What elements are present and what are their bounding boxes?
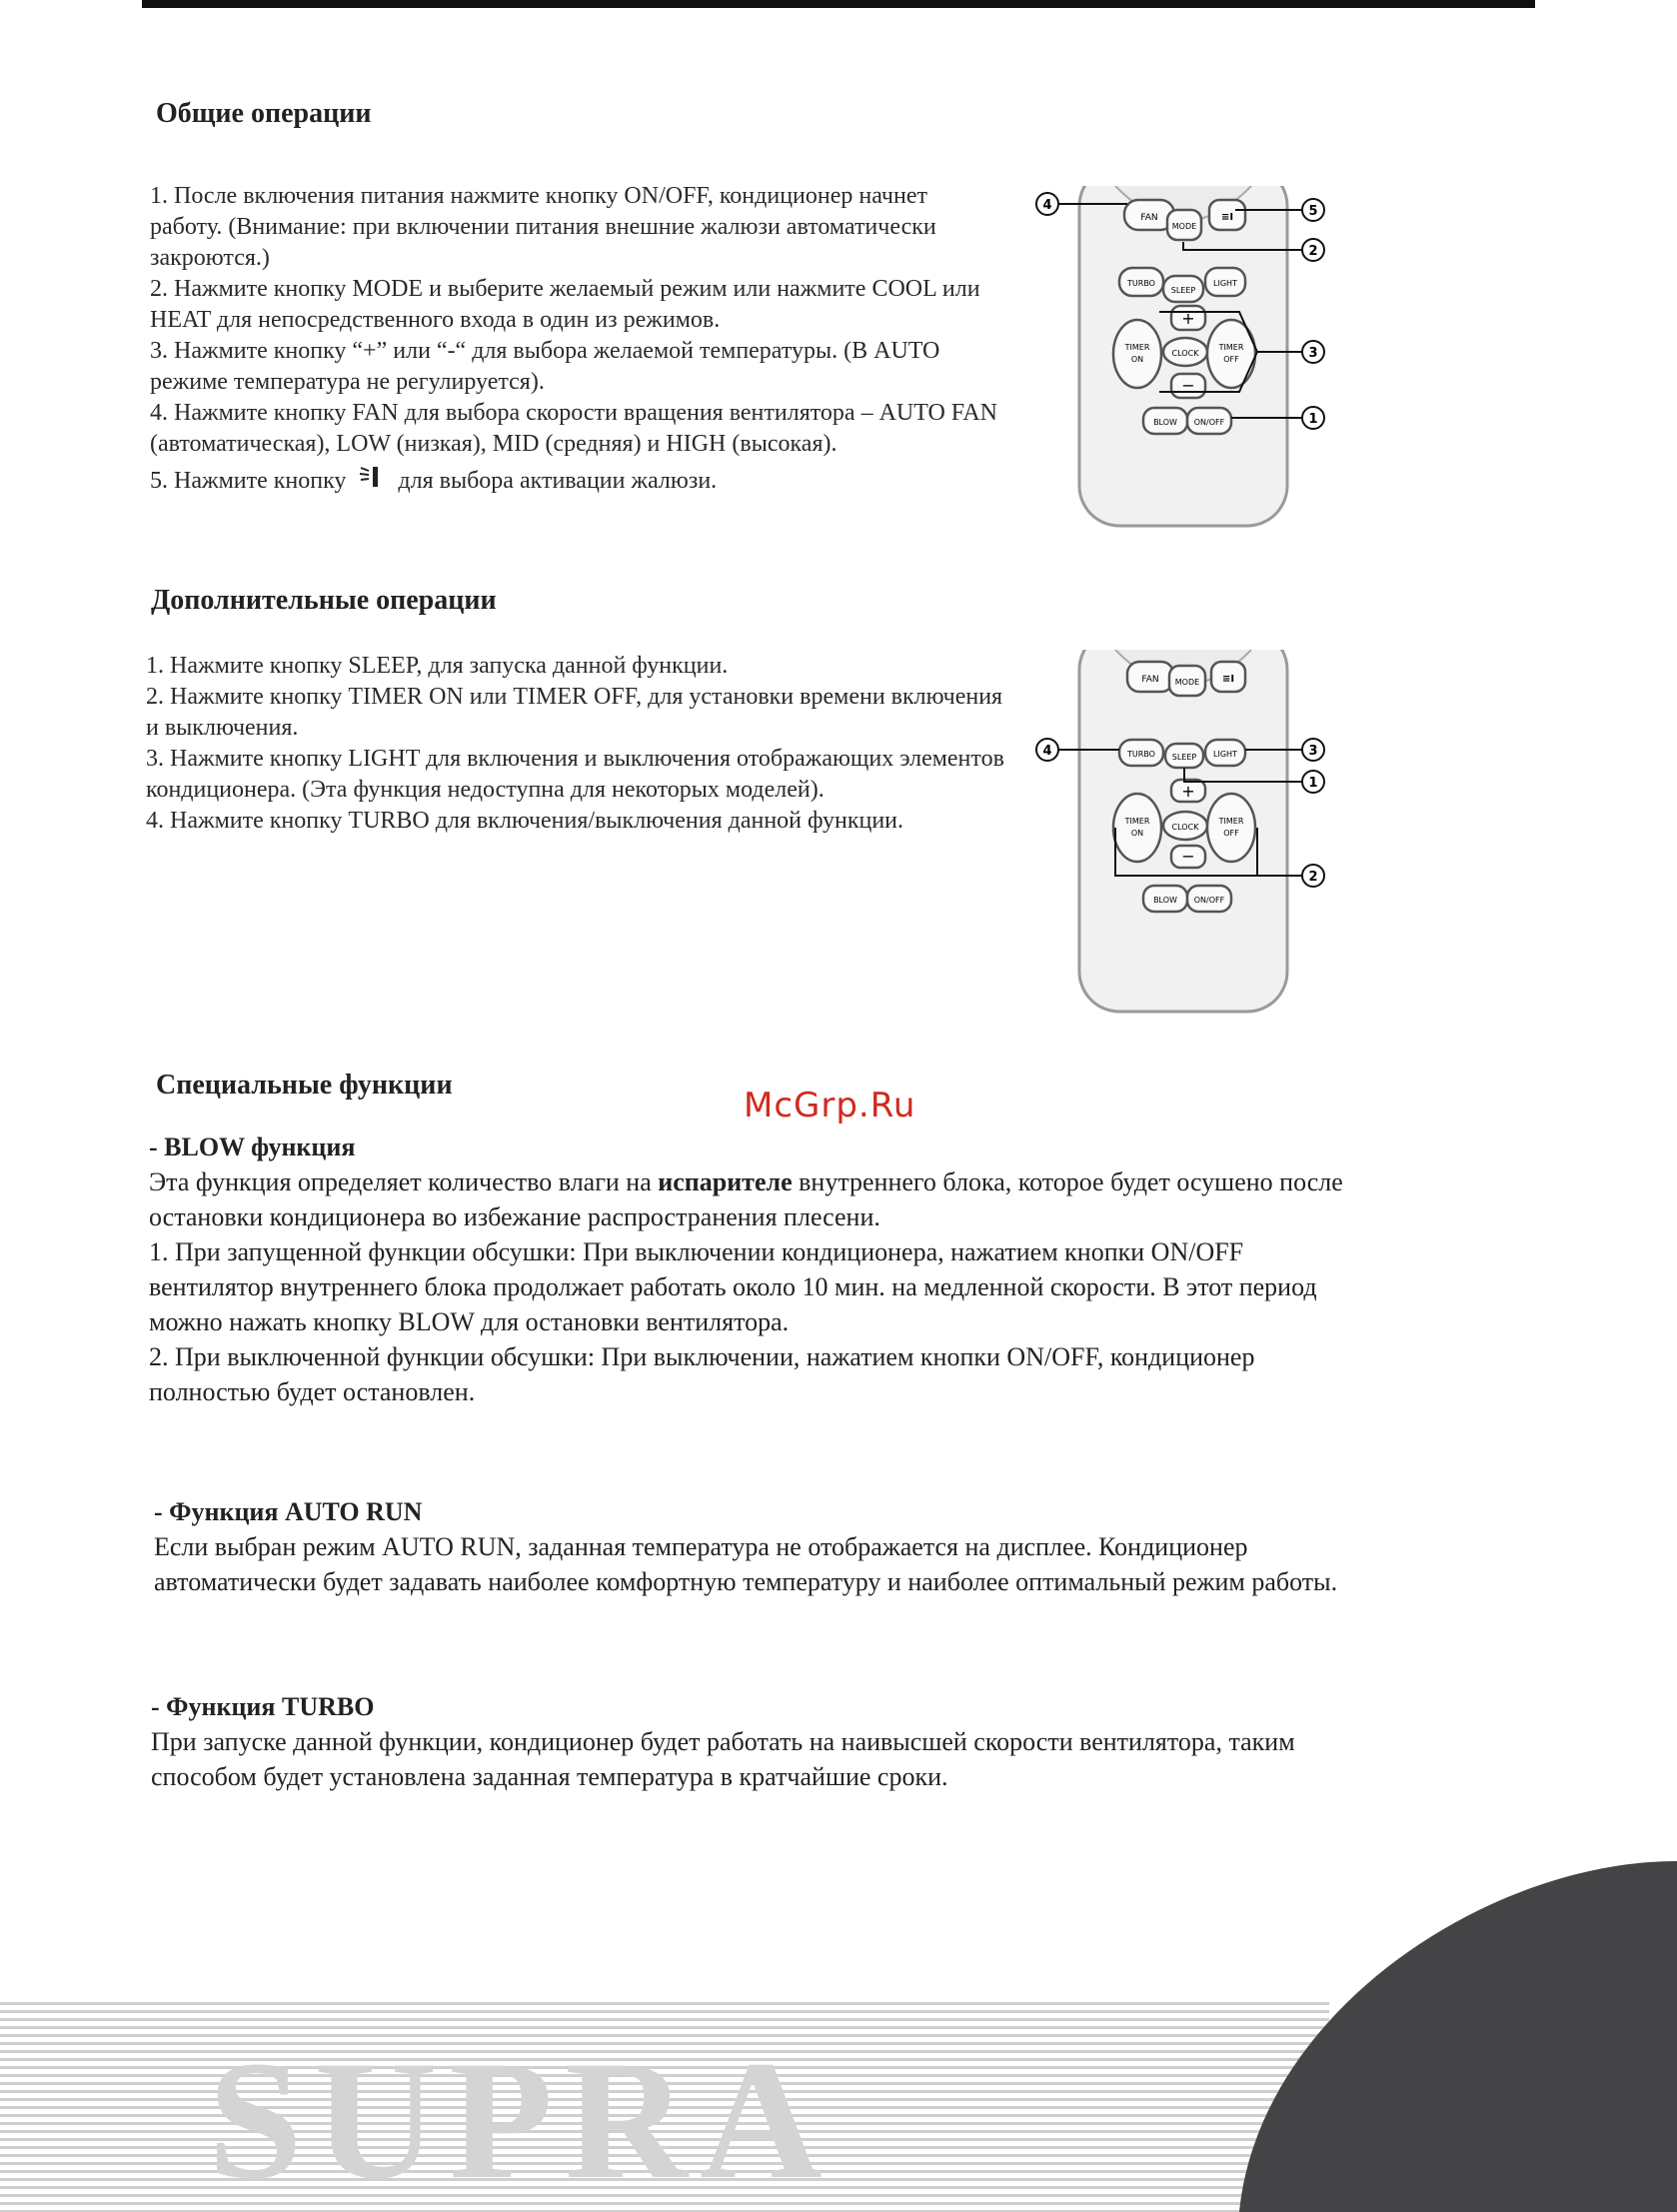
sleep-button-label: SLEEP (1170, 286, 1196, 295)
corner-decoration (1239, 1861, 1677, 2212)
swing-button-icon: ≡I (1221, 674, 1235, 685)
additional-item: 4. Нажмите кнопку TURBO для включения/выключения данной функции. (146, 808, 904, 834)
blow-item: 1. При запущенной функции обсушки: При выключении кондиционера, нажатием кнопки ON/OFF вентилятор внутреннего блока продолжает работать около 10 мин. на медленной скорости. В этот период можно нажать кнопку BLOW для остановки вентилятора. (149, 1237, 1317, 1336)
autorun-text: Если выбран режим AUTO RUN, заданная температура не отображается на дисплее. Кондиционер автоматически будет задавать наиболее комфортную температуру и наиболее оптимальный режим работы. (154, 1532, 1338, 1596)
remote-diagram-general (1019, 186, 1339, 532)
blow-emphasis: испарителе (658, 1167, 793, 1196)
general-item5-after: для выбора активации жалюзи. (398, 468, 718, 494)
autorun-section (154, 1494, 1353, 1599)
callout-number: 1 (1308, 776, 1318, 791)
callout-number: 2 (1308, 870, 1318, 885)
blow-description (149, 1164, 1348, 1234)
minus-button-label: − (1181, 847, 1195, 866)
fan-button-label: FAN (1141, 675, 1159, 685)
blow-item: 2. При выключенной функции обсушки: При выключении, нажатием кнопки ON/OFF, кондиционер полностью будет остановлен. (149, 1342, 1255, 1406)
general-item: 3. Нажмите кнопку “+” или “-“ для выбора желаемой температуры. (В AUTO режиме температура не регулируется). (150, 338, 940, 395)
sleep-button-label: SLEEP (1171, 753, 1197, 762)
brand-footer (0, 2002, 1329, 2212)
general-item: 2. Нажмите кнопку MODE и выберите желаемый режим или нажмите COOL или HEAT для непосредственного входа в один из режимов. (150, 276, 980, 333)
timer-off-label-2: OFF (1223, 355, 1239, 364)
additional-list (146, 651, 1007, 837)
callout-number: 4 (1042, 744, 1052, 759)
additional-title: Дополнительные операции (151, 585, 497, 616)
plus-button-label: + (1181, 782, 1195, 801)
turbo-button-label: TURBO (1127, 279, 1155, 288)
swing-louver-icon (358, 464, 386, 490)
additional-item: 2. Нажмите кнопку TIMER ON или TIMER OFF, для установки времени включения и выключения. (146, 684, 1003, 741)
callout-number: 2 (1308, 244, 1318, 259)
callout-number: 4 (1042, 198, 1052, 213)
timer-on-label: TIMER (1124, 817, 1150, 826)
general-title: Общие операции (156, 98, 372, 129)
remote-diagram-additional (1019, 650, 1339, 1020)
timer-off-label-2: OFF (1223, 829, 1239, 838)
callout-number: 1 (1308, 412, 1318, 427)
timer-on-label-2: ON (1130, 829, 1144, 838)
onoff-button-label: ON/OFF (1193, 896, 1225, 905)
general-item: 1. После включения питания нажмите кнопку ON/OFF, кондиционер начнет работу. (Внимание: при включении питания внешние жалюзи автоматически закроются.) (150, 183, 936, 271)
blow-section (149, 1129, 1348, 1409)
additional-item: 1. Нажмите кнопку SLEEP, для запуска данной функции. (146, 653, 729, 679)
onoff-button-label: ON/OFF (1193, 418, 1225, 427)
timer-on-label: TIMER (1124, 343, 1150, 352)
callout-number: 5 (1308, 204, 1318, 219)
mode-button-label: MODE (1171, 222, 1197, 231)
general-item: 4. Нажмите кнопку FAN для выбора скорости вращения вентилятора – AUTO FAN (автоматическая), LOW (низкая), MID (средняя) и HIGH (высокая). (150, 400, 998, 457)
callout-number: 3 (1308, 744, 1318, 759)
minus-button-label: − (1181, 376, 1195, 395)
top-rule (142, 0, 1535, 8)
blow-heading: - BLOW функция (149, 1132, 356, 1161)
general-item-5 (150, 464, 999, 497)
autorun-heading: - Функция AUTO RUN (154, 1497, 423, 1526)
fan-button-label: FAN (1140, 213, 1158, 223)
timer-on-button (1113, 320, 1161, 388)
callout-number: 3 (1308, 346, 1318, 361)
turbo-section (151, 1689, 1350, 1794)
blow-button-label: BLOW (1153, 418, 1177, 427)
mode-button-label: MODE (1174, 678, 1200, 687)
clock-button-label: CLOCK (1171, 349, 1199, 358)
special-title: Специальные функции (156, 1070, 453, 1101)
blow-text: внутреннего блока, которое будет осушено после остановки кондиционера во избежание распространения плесени. (149, 1167, 1343, 1231)
blow-button-label: BLOW (1153, 896, 1177, 905)
watermark: McGrp.Ru (744, 1086, 916, 1125)
general-list (150, 181, 999, 497)
timer-off-label: TIMER (1218, 343, 1244, 352)
additional-item: 3. Нажмите кнопку LIGHT для включения и выключения отображающих элементов кондиционера. (Эта функция недоступна для некоторых моделей). (146, 746, 1004, 803)
general-item5-before: 5. Нажмите кнопку (150, 468, 347, 494)
timer-off-label: TIMER (1218, 817, 1244, 826)
supra-logo: SUPRA (208, 2026, 835, 2212)
light-button-label: LIGHT (1213, 279, 1237, 288)
clock-button-label: CLOCK (1171, 823, 1199, 832)
blow-text: Эта функция определяет количество влаги на (149, 1167, 659, 1196)
turbo-heading: - Функция TURBO (151, 1692, 375, 1721)
turbo-button-label: TURBO (1127, 750, 1155, 759)
swing-button-icon: ≡I (1220, 212, 1234, 223)
turbo-text: При запуске данной функции, кондиционер будет работать на наивысшей скорости вентилятора, таким способом будет установлена заданная температура в кратчайшие сроки. (151, 1727, 1295, 1791)
plus-button-label: + (1181, 309, 1195, 328)
timer-on-label-2: ON (1130, 355, 1144, 364)
light-button-label: LIGHT (1213, 750, 1237, 759)
